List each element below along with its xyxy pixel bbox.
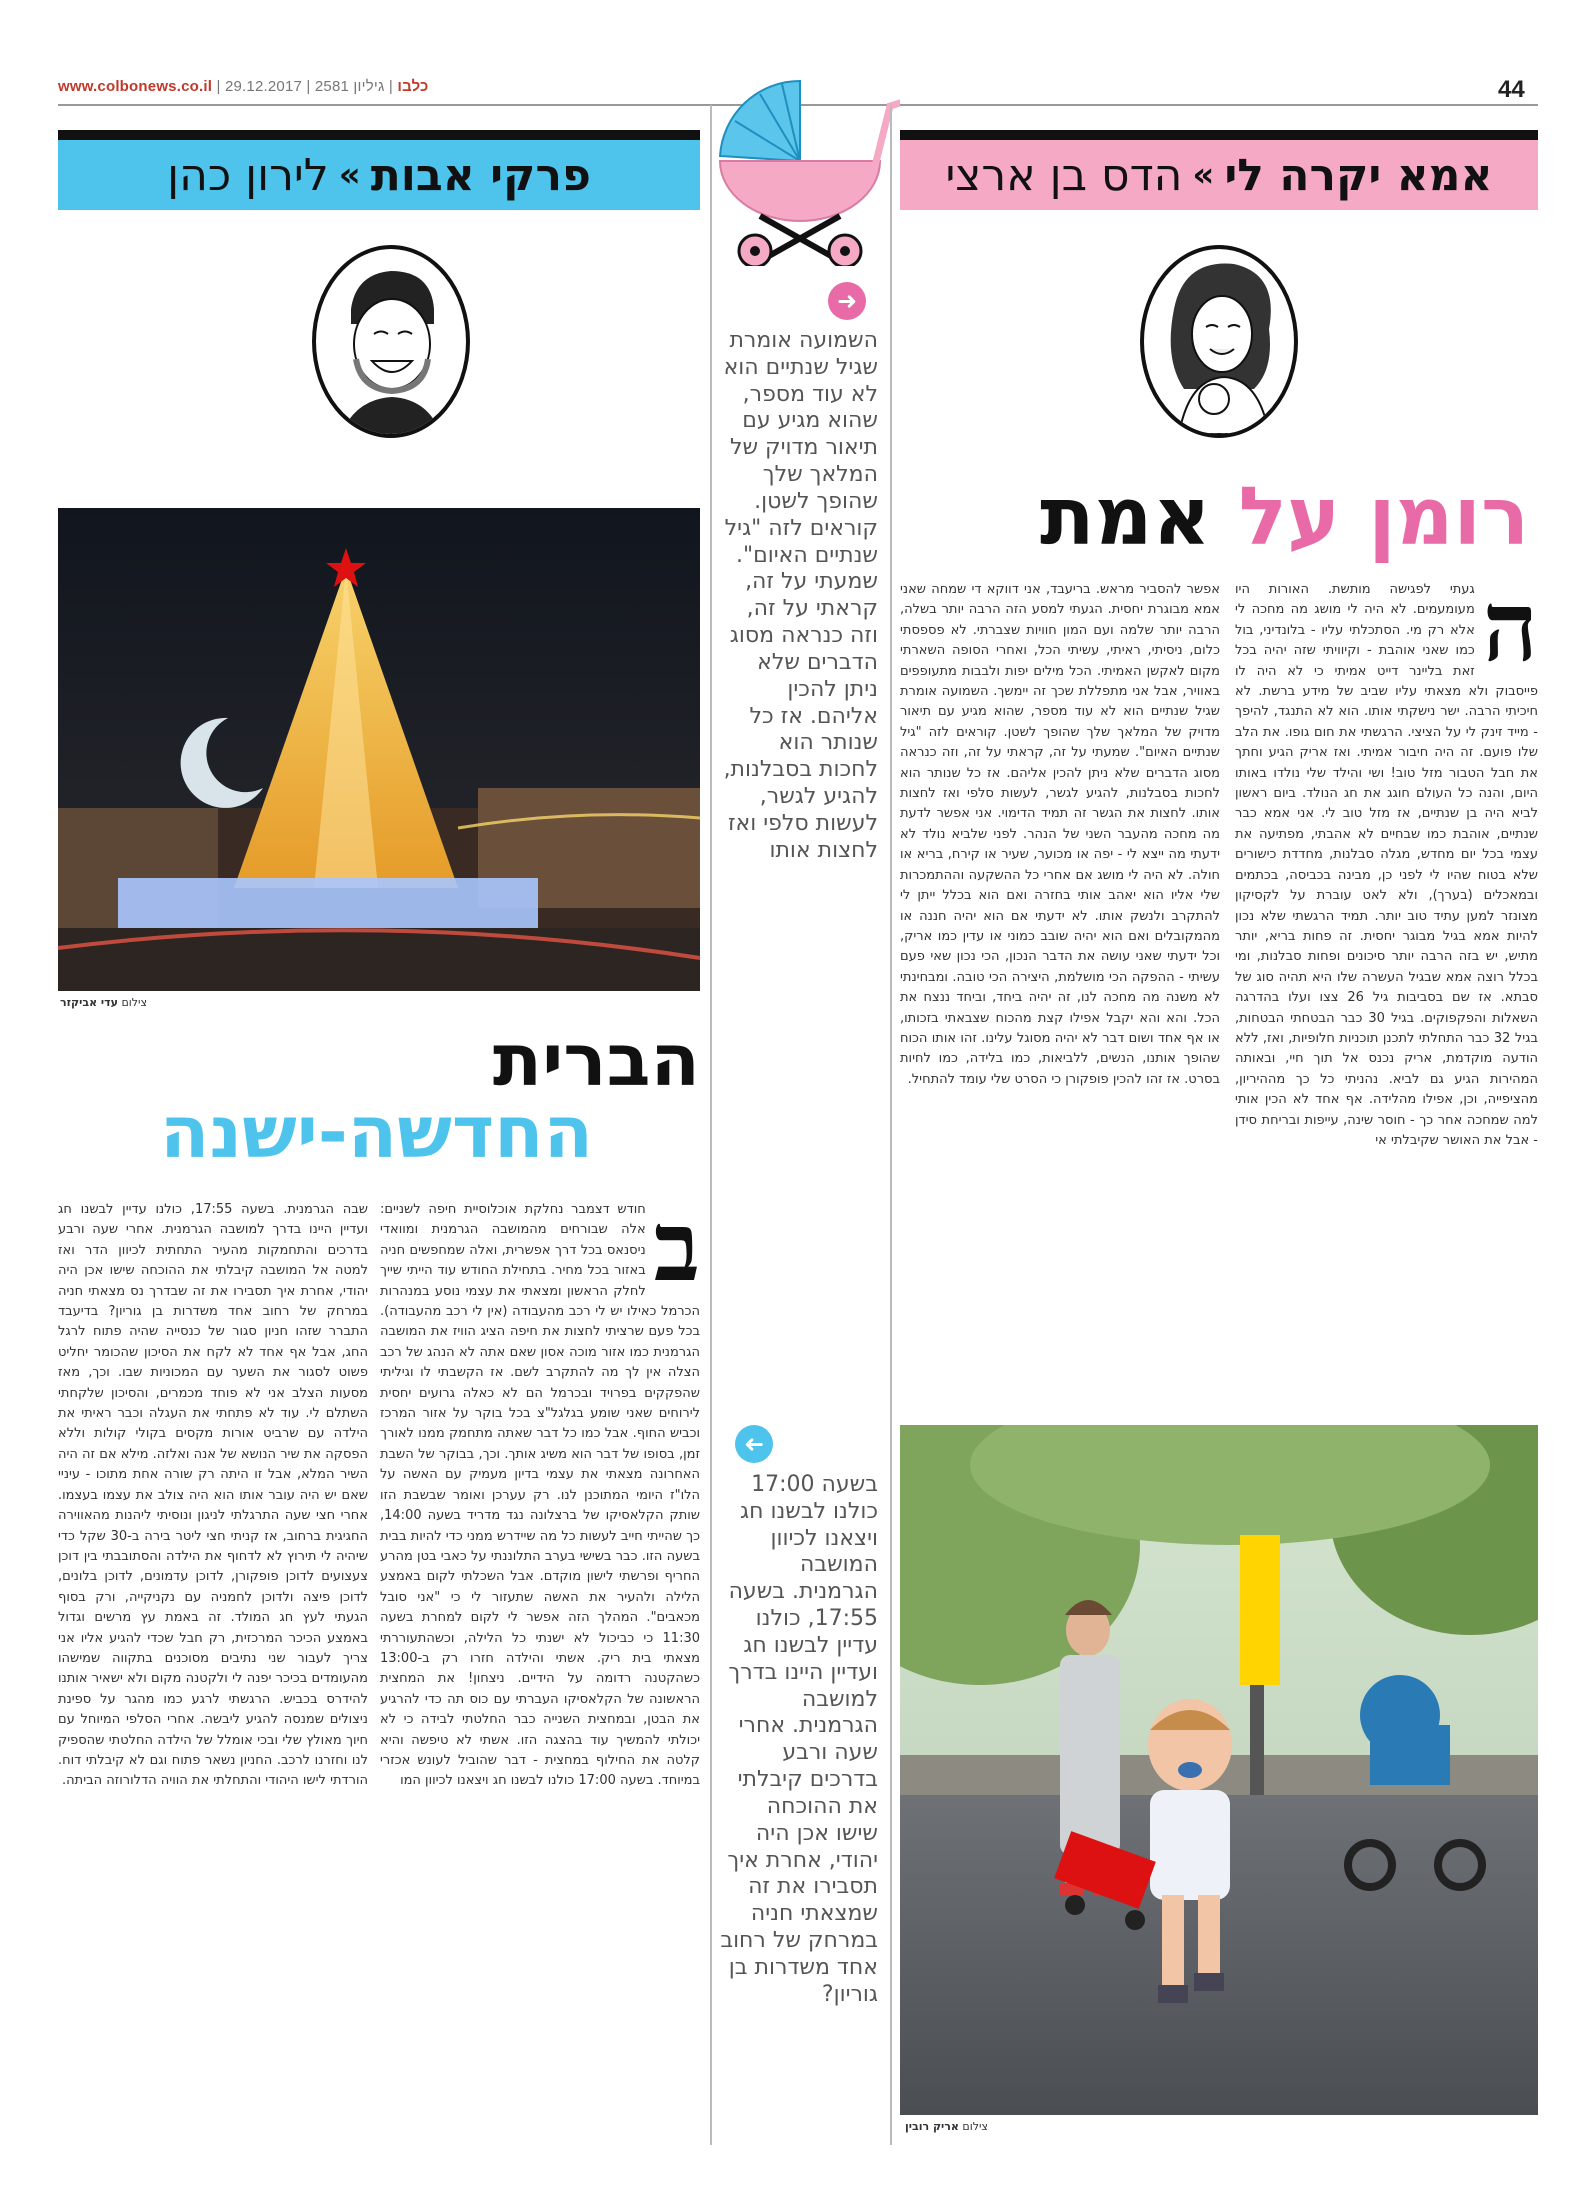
article-body-column <box>58 1200 368 2150</box>
article-title-line1: הברית <box>492 1018 700 1102</box>
banner-series-name: אמא יקרה לי <box>1224 149 1493 201</box>
column-divider <box>710 105 712 2145</box>
author-portrait-mother <box>1140 245 1298 438</box>
article-text: געתי לפגישה מותשת. האורות היו מעומעמים. לא היה לי מושג מה מחכה לי אלא רק מי. הסתכלתי עליו - בלונדיני, בול כמו שאני אוהבת - וקיוויתי שזה יהיה בכל זאת בליינר דייט אמיתי כי לא היה לו פייסבוק ולא מצאתי עליו שביב של מידע ברשת. לא חיכיתי הרבה. ישר נישקתי אותו. הוא לא התנגד, להיפך - מייד זינק לי על הציצי. הרגשתי את חום גופו. את הלב שלו פועם. זה היה חיבור אמיתי. ואז אריק הגיע וחתך את חבל הטבור מזל טוב! ושי והילד שלי נולדו באותו היום, והנה כל העולם חוגג את חג הנולד. ביום ראשון לביא היה בן שנתיים, אז מזל טוב לי. אני אמא כבר שנתיים, אוהבת כמו שבחיים לא אהבתי, מפתיעה את עצמי בכל יום מחדש, מגלה סבלנות, מחדדת כישורים שלא בטוח שהיו לי לפני כן, מבינה בכביסה, בכתמים ובמאכלים (בערך), ולא לאט עוברת על לקסיקון מצונזר למען עתיד טוב יותר. תמיד הרגשתי שלא נכון להיות אמא בגיל מבוגר יחסית. זה פחות בריא, יותר מתיש, יש בזה הרבה יותר סיכונים ופחות סבלנות, ומי בכלל רוצה אמא שבגיל העשרה שלו היא תהיה סוג של סבתא. אז שם בסביבות גיל 26 צצו ועלו בהדרגה השאלות והפקפוקים. בגיל 30 כבר הבטחתי הבטחות, בגיל 32 כבר התחלתי לתכנן תוכניות חלופיות, ואז, ללא הודעה מוקדמת, אריק נכנס אל תוך חיי, ובאותה המהירות הגיע גם לביא. נהניתי כל כך מההיריון, מהציפייה, וכן, אפילו מהלידה. אף אחד לא הכין אותי למה שמחכה אחר כך - חוסר שינה, עייפות ובריחת סידן - אבל את האושר שקיבלתי אי <box>1235 582 1538 1148</box>
article-body-column <box>1235 580 1538 1400</box>
photo-toddler-on-street <box>900 1425 1538 2115</box>
publication-name: כלבו <box>397 78 429 95</box>
pull-quote: השמועה אומרת שגיל שנתיים הוא לא עוד מספר, שהוא מגיע עם תיאור מדויק של המלאך שלך שהופך לשטן. קוראים לזה "גיל שנתיים האיום". שמעתי על זה, קראתי על זה, וזה כנראה מסוג הדברים שלא ניתן להכין אליהם. אז כל שנותר הוא לחכות בסבלנות, להגיע לגשר, לעשות סלפי ואז לחצות אותו <box>723 328 878 863</box>
issue-number: גיליון 2581 <box>314 78 385 95</box>
article-title-line2: החדשה-ישנה <box>160 1090 594 1174</box>
article-body-column <box>380 1200 700 2150</box>
arrow-left-icon: ➜ <box>735 1425 773 1463</box>
banner-author-name: לירון כהן <box>167 149 329 201</box>
title-word: רומן <box>1368 470 1530 563</box>
banner-series-name: פרקי אבות <box>370 149 591 201</box>
column-banner-pirkei-avot <box>58 130 700 210</box>
photo-credit: צילום אריק רובין <box>905 2120 988 2133</box>
baby-pram-icon <box>700 66 900 266</box>
double-chevron-icon: » <box>338 155 361 195</box>
photo-credit: צילום עדי אביקזר <box>60 996 147 1009</box>
drop-cap: ב <box>653 1200 700 1303</box>
column-banner-ima-yekara-li <box>900 130 1538 210</box>
article-text: שבה הגרמנית. בשעה 17:55, כולנו עדיין לבשנו חג ועדיין היינו בדרך למושבה הגרמנית. אחרי שעה ורבע בדרכים והתחמקות מהעיר התחתית לכיוון הדר ואז למטה אל המושבה קיבלתי את ההוכחה שישו אכן היה יהודי, אחרת איך תסבירו את זה שבדרך נס מצאתי חניה במרחק של רחוב אחד משדרות בן גוריון? בדיעבד התברר שזהו חניון סגור של כנסייה שהיה פתוח לרגל החג, אבל אף אחד לא לקח את הסיכון שהכומר יחליט פשוט לסגור את השער עם המכוניות שבו. וכך, מאז מסעות הצלב אני לא פוחד מכמרים, והסיכון שלקחתי השתלם לי. עוד לא פתחתי את העגלה וכבר ראיתי את הילדה עם שרביט אורות מקסים בקולי קולות וללא הפסקה את שיר הנושא של אנה ואלזה. מילא אם זה היה השיר המלא, אבל זו היתה רק שורה אחת מתוכו - עיניי שאם יש היה עובר אותו הוא היה צולב את עצמו בעצמו. אחרי חצי שעה התרגלתי לניגון ונוסיתי ליהנות מהאווירה החגיגית ברחוב, אז קניתי חצי ליטר בירה ב-30 שקל כדי שיהיה לי תירוץ לא לדחוף את הילדה והסתובבתי בין דוכן צעצועים לדוכן פופקורן, לדוכן עדמונים, לדוכן בלונים, לדוכן פיצה ולדוכן לחמניה עם נקניקייה, ורק בסוף הגעתי לעץ חג המולד. זה באמת עץ מרשים וגדול באמצע הכיכר המרכזית, רק חבל שכדי להגיע אליו אני צריך לעבור שני נתיבים מסוכנים בתקווה שמישהו מהעומדים בכיכר יפנה לי ולקטנה מקום ולא ישאיר אותנו להידרס בכביש. הרגשתי לרגע כמו מהגר על ספינת ניצולים שמנסה להגיע ליבשה. אחרי הסלפי המיוחל עם חיוך מאולץ שלי ובכי אומלל של הילדה החלטתי שהספיק לנו וחזרנו לרכב. החניון נשאר פתוח וגם לא קיבלתי דוח. הורדתי לישו היהודי והתחלתי את הוויה הדלורוזה הביתה. <box>58 1202 368 1789</box>
arrow-right-icon: ➜ <box>828 282 866 320</box>
banner-author-name: הדס בן ארצי <box>945 149 1183 201</box>
issue-date: 29.12.2017 <box>224 78 303 95</box>
article-text: אפשר להסביר מראש. בריעבד, אני דווקא די שמחה שאני אמא מבוגרת יחסית. הגעתי למסע הזה הרבה יותר בשלה, הרבה יותר שלמה ועם המון חוויות שצברתי. לא פספסתי כלום, ניסיתי, ראיתי, עשיתי הכל, ואחרי הסופה השארתי מקום לאקשן האמיתי. הכל מילים יפות ולבבות מתעופפים באוויר, אבל אני מתפללת שכך זה יימשך. השמועה אומרת שגיל שנתיים הוא לא עוד מספר, שהוא מגיע עם תיאור מדויק של המלאך שלך שהופך לשטן. קוראים לזה "גיל שנתיים האיום". שמעתי על זה, קראתי על זה, וזה כנראה מסוג הדברים שלא ניתן להכין אליהם. אז כל שנותר הוא לחכות בסבלנות, להגיע לגשר, לעשות סלפי ואז לחצות אותו. לחצות את הגשר זה תמיד הדימוי. אני אפשר לדעת מה מחכה מהעבר השני של הנהר. לפני שלביא נולד לא ידעתי מה ייצא לי - יפה או מכוער, שעיר או קירח, בריא או חולה. לא היה לי מושג אם אחרי כל ההשקעה וההתמכרות שלי אליו הוא יאהב אותי בחזרה ואם הוא בכלל ייתן לי להתקרב ולנשק אותו. לא ידעתי אם הוא יהיה חננה או מהמקובלים ואם הוא יהיה שובב כמוני או עדין כמו אריק, וכל ידעתי שאני עושה את הדבר הנכון, הכי נכון שאי פעם עשיתי - ההפקה הכי מושלמת, היצירה הכי טובה. ומבחינתי לא משנה מה מחכה לנו, זה יהיה ביחד, וביחד ננצח את הכל. והא והא יקבל אפילו קצת מהכוח שצבאתי בזכותו, או אף אחד ושום דבר לא יהיה מסוגל עלינו. זהו אותו הכוח שהופך אותנו, הנשים, ללביאות, כמו בלידה, כמו לחיות בסרט. אז זהו להכין פופקורן כי הסרט שלי עומד להתחיל. <box>900 582 1220 1087</box>
header-info: www.colbonews.co.il | כלבו | גיליון 2581 | 29.12.2017 <box>58 78 429 95</box>
article-body-column <box>900 580 1220 1400</box>
author-portrait-father <box>312 245 470 438</box>
double-chevron-icon: » <box>1192 155 1215 195</box>
title-word: על <box>1238 470 1341 563</box>
column-divider <box>890 105 892 2145</box>
pull-quote: בשעה 17:00 כולנו לבשנו חג ויצאנו לכיוון המושבה הגרמנית. בשעה 17:55, כולנו עדיין לבשנו חג ועדיין היינו בדרך למושבה הגרמנית. אחרי שעה ורבע בדרכים קיבלתי את ההוכחה שישו אכן היה יהודי, אחרת איך תסבירו את זה שמצאתי חניה במרחק של רחוב אחד משדרות בן גוריון? <box>720 1472 878 2007</box>
article-title-roman-al-emet <box>1040 470 1529 563</box>
drop-cap: ה <box>1482 580 1538 683</box>
title-word: אמת <box>1040 470 1211 563</box>
photo-christmas-tree <box>58 508 700 991</box>
site-url[interactable]: www.colbonews.co.il <box>58 78 213 95</box>
article-text: חודש דצמבר נחלקת אוכלוסיית חיפה לשניים: אלה שבורחים מהמושבה הגרמנית ומוואדי ניסנאס בכל דרך אפשרית, ואלה שמחפשים חניה באזור בכל מחיר. בתחילת החודש עוד הייתי שייך לחלק הראשון ומצאתי את עצמי נוסע במנהרות הכרמל כאילו יש לי רכב מהעבודה (אין לי רכב מהעבודה). בכל פעם שרציתי לחצות את חיפה הציג הוויז את המושבה הגרמנית כמו אזור מוכה אסון שאם אתה לא הנהג של רכב הצלה אין לך מה להתקרב לשם. אז הקשבתי לו וגיליתי שהפקקים בפרויד ובכרמל הם לא כאלה גרועים יחסית לירוחים שאני שומע בגלגל"צ בכל בוקר על אזור המרכז וכביש החוף. אבל כמו כל דבר שאתה מתחמק ממנו לאורך זמן, בסופו של דבר הוא משיג אותך. וכך, בבוקר של השבת האחרונה מצאתי את עצמי בדיון מעמיק עם האשה על הלו"ז היומי המתוכנן לנו. רק עערכן ואומר שבשבת הזו שותק הקלאסיקו של ברצלונה נגד מדריד בשעה 14:00, כך שהייתי חייב לעשות כל מה שיידרש ממני כדי להיות בבית בשעה הזו. כבר בשישי בערב התלוננתי על כאבי בטן מהרע החריף ופרשתי לישון מוקדם. אבל השכלתי לקום באמצע הלילה ולהעיר את האשה שתעזור לי כי "אני סובל מכאבים". המהלך הזה אפשר לי לקום למחרת בשעה 11:30 כי כביכול לא ישנתי כל הלילה, וכשהתעוררתי מצאתי בית ריק. אשתי והילדה חזרו רק ב-13:00 כשהקטנה רדומה על הידיים. ניצחון! את המחצית הראשונה של הקלאסיקו העברתי עם כוס תה כדי להרגיע את הבטן, ובמחצית השנייה כבר החלטתי לבידה כי לא יכולתי להמשיך עוד בהצגה הזו. אשתי לא טיפשה והיא קלטה את החילוף במחצית - דבר שהוביל לעונש אכזרי במיוחד. בשעה 17:00 כולנו לבשנו חג ויצאנו לכיוון המו <box>380 1202 700 1789</box>
page-number: 44 <box>1498 76 1525 103</box>
